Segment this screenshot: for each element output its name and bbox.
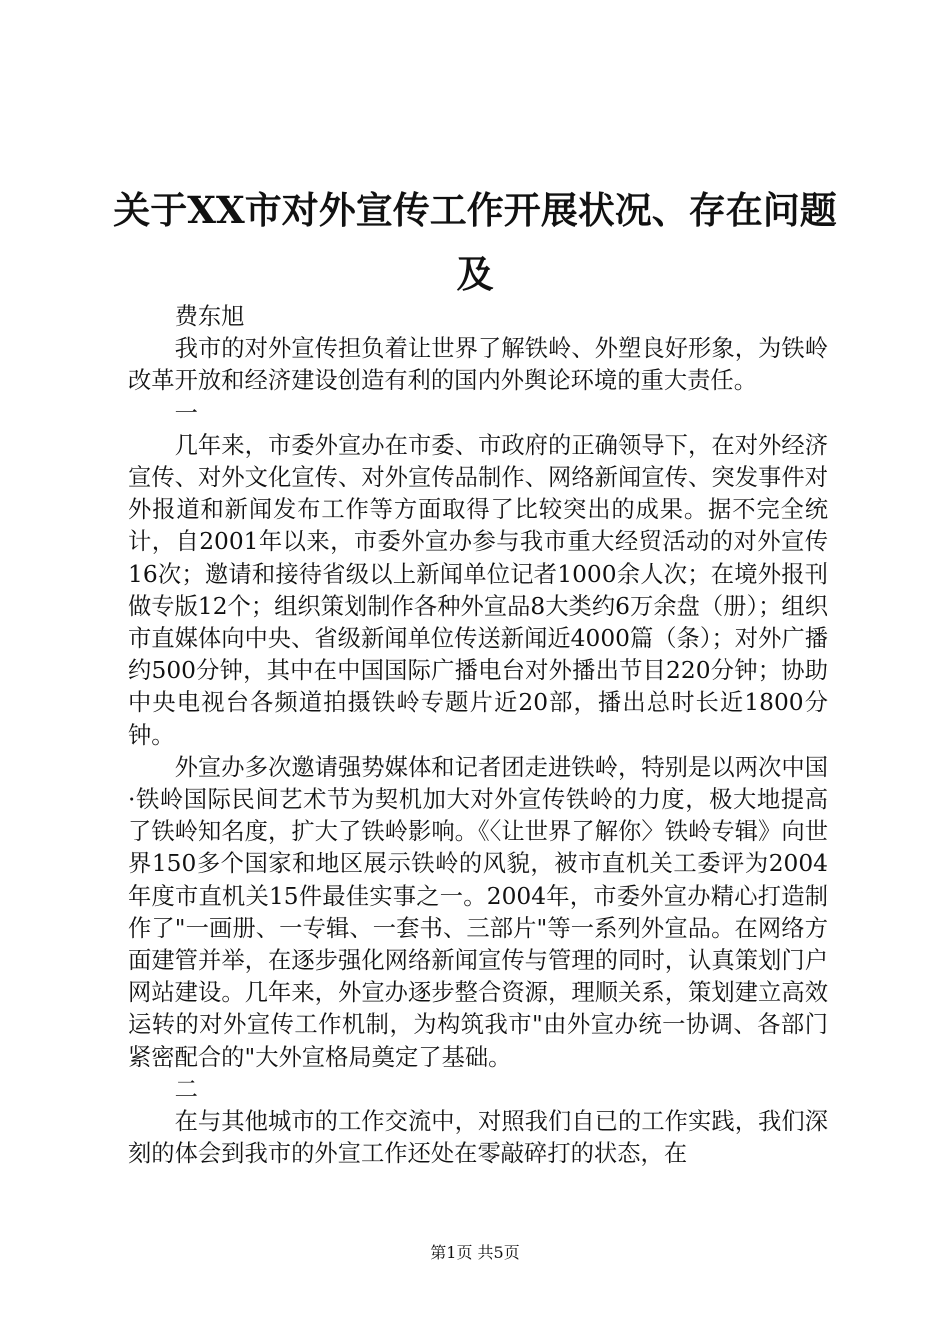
section-marker: 二 <box>174 1075 198 1103</box>
author-line: 费东旭 <box>174 303 245 330</box>
paragraph: 外宣办多次邀请强势媒体和记者团走进铁岭，特别是以两次中国·铁岭国际民间艺术节为契机加大对外宣传铁岭的力度，极大地提高了铁岭知名度，扩大了铁岭影响。《〈让世界了解你〉铁岭专辑》向世界150多个国家和地区展示铁岭的风貌，被市直机关工委评为2004年度市直机关15件最佳实事之一。2004年，市委外宣办精心打造制作了"一画册、一专辑、一套书、三部片"等一系列外宣品。在网络方面建管并举，在逐步强化网络新闻宣传与管理的同时，认真策划门户网站建设。几年来，外宣办逐步整合资源，理顺关系，策划建立高效运转的对外宣传工作机制，为构筑我市"由外宣办统一协调、各部门紧密配合的"大外宣格局奠定了基础。 <box>128 753 828 1071</box>
paragraph: 几年来，市委外宣办在市委、市政府的正确领导下，在对外经济宣传、对外文化宣传、对外宣传品制作、网络新闻宣传、突发事件对外报道和新闻发布工作等方面取得了比较突出的成果。据不完全统计，自2001年以来，市委外宣办参与我市重大经贸活动的对外宣传16次；邀请和接待省级以上新闻单位记者1000余人次；在境外报刊做专版12个；组织策划制作各种外宣品8大类约6万余盘（册）；组织市直媒体向中央、省级新闻单位传送新闻近4000篇（条）；对外广播约500分钟，其中在中国国际广播电台对外播出节目220分钟；协助中央电视台各频道拍摄铁岭专题片近20部，播出总时长近1800分钟。 <box>128 431 828 749</box>
document-body <box>128 301 828 1170</box>
paragraph: 我市的对外宣传担负着让世界了解铁岭、外塑良好形象，为铁岭改革开放和经济建设创造有利的国内外舆论环境的重大责任。 <box>128 335 828 395</box>
page-footer: 第1页 共5页 <box>430 1243 520 1262</box>
document-title: 关于XX市对外宣传工作开展状况、存在问题及 <box>113 188 837 296</box>
section-marker: 一 <box>174 399 198 427</box>
paragraph: 在与其他城市的工作交流中，对照我们自已的工作实践，我们深刻的体会到我市的外宣工作还处在零敲碎打的状态，在 <box>128 1108 828 1168</box>
